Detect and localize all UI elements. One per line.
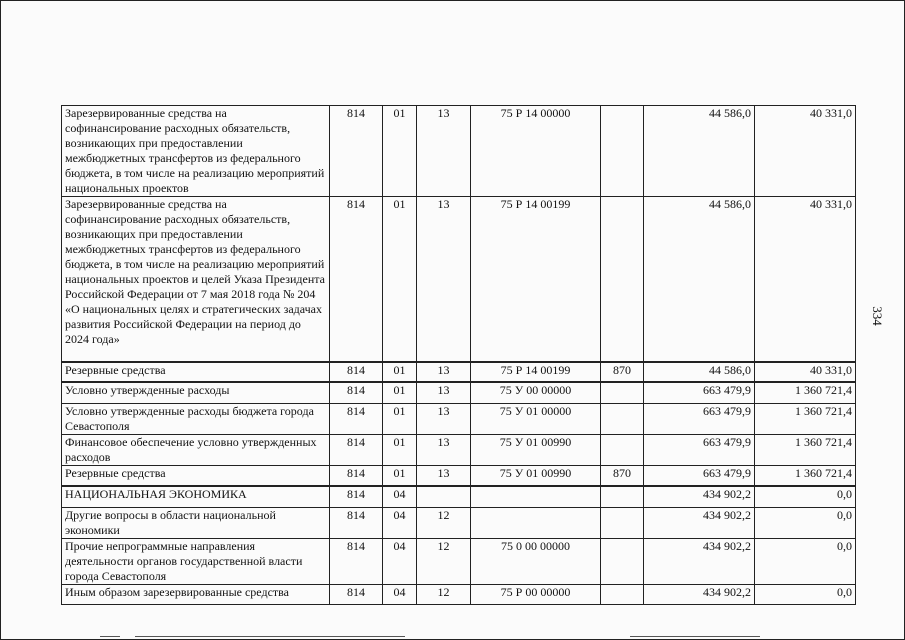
table-row [62, 435, 856, 466]
table-row [62, 197, 856, 362]
amount-year2-cell: 0,0 [755, 539, 856, 585]
subsection-code-cell: 13 [417, 382, 471, 404]
table-row [62, 382, 856, 404]
amount-year1-cell: 44 586,0 [644, 106, 755, 197]
subsection-code-cell: 13 [417, 106, 471, 197]
amount-year2-cell: 0,0 [755, 585, 856, 605]
amount-year2-cell: 0,0 [755, 486, 856, 508]
ved-code-cell: 814 [330, 435, 383, 466]
ved-code-cell: 814 [330, 585, 383, 605]
target-article-cell: 75 Р 14 00000 [471, 106, 601, 197]
section-code-cell: 01 [383, 106, 417, 197]
amount-year2-cell: 40 331,0 [755, 197, 856, 362]
amount-year2-cell: 0,0 [755, 508, 856, 539]
amount-year2-cell: 1 360 721,4 [755, 404, 856, 435]
amount-year2-cell: 1 360 721,4 [755, 466, 856, 486]
amount-year1-cell: 44 586,0 [644, 362, 755, 382]
subsection-code-cell: 13 [417, 362, 471, 382]
amount-year1-cell: 434 902,2 [644, 508, 755, 539]
target-article-cell [471, 508, 601, 539]
section-code-cell: 01 [383, 197, 417, 362]
section-code-cell: 04 [383, 508, 417, 539]
subsection-code-cell: 12 [417, 585, 471, 605]
ved-code-cell: 814 [330, 197, 383, 362]
section-code-cell: 01 [383, 382, 417, 404]
table-row [62, 539, 856, 585]
amount-year1-cell: 663 479,9 [644, 435, 755, 466]
expense-type-cell [601, 382, 644, 404]
budget-table [61, 105, 856, 605]
target-article-cell: 75 0 00 00000 [471, 539, 601, 585]
section-code-cell: 01 [383, 466, 417, 486]
row-name-cell: НАЦИОНАЛЬНАЯ ЭКОНОМИКА [62, 486, 330, 508]
expense-type-cell [601, 404, 644, 435]
target-article-cell: 75 У 00 00000 [471, 382, 601, 404]
amount-year1-cell: 434 902,2 [644, 486, 755, 508]
subsection-code-cell: 13 [417, 404, 471, 435]
ved-code-cell: 814 [330, 466, 383, 486]
row-name-cell: Другие вопросы в области национальной экономики [62, 508, 330, 539]
subsection-code-cell: 13 [417, 466, 471, 486]
subsection-code-cell [417, 486, 471, 508]
amount-year1-cell: 434 902,2 [644, 539, 755, 585]
section-code-cell: 04 [383, 539, 417, 585]
target-article-cell [471, 486, 601, 508]
expense-type-cell: 870 [601, 466, 644, 486]
target-article-cell: 75 У 01 00000 [471, 404, 601, 435]
ved-code-cell: 814 [330, 362, 383, 382]
subsection-code-cell: 13 [417, 197, 471, 362]
amount-year2-cell: 1 360 721,4 [755, 382, 856, 404]
row-name-cell: Резервные средства [62, 362, 330, 382]
target-article-cell: 75 У 01 00990 [471, 435, 601, 466]
expense-type-cell [601, 486, 644, 508]
section-code-cell: 01 [383, 362, 417, 382]
amount-year1-cell: 44 586,0 [644, 197, 755, 362]
expense-type-cell [601, 435, 644, 466]
amount-year2-cell: 40 331,0 [755, 362, 856, 382]
amount-year1-cell: 434 902,2 [644, 585, 755, 605]
expense-type-cell [601, 106, 644, 197]
page-number: 334 [870, 306, 885, 326]
table-row [62, 404, 856, 435]
target-article-cell: 75 Р 14 00199 [471, 362, 601, 382]
row-name-cell: Прочие непрограммные направления деятельности органов государственной власти города Севастополя [62, 539, 330, 585]
row-name-cell: Резервные средства [62, 466, 330, 486]
table-row [62, 508, 856, 539]
row-name-cell: Условно утвержденные расходы бюджета города Севастополя [62, 404, 330, 435]
amount-year2-cell: 1 360 721,4 [755, 435, 856, 466]
scan-mark [100, 636, 120, 637]
row-name-cell: Зарезервированные средства на софинансирование расходных обязательств, возникающих при предоставлении межбюджетных трансфертов из федерального бюджета, в том числе на реализацию мероприятий национальных проектов [62, 106, 330, 197]
expense-type-cell [601, 197, 644, 362]
ved-code-cell: 814 [330, 106, 383, 197]
ved-code-cell: 814 [330, 382, 383, 404]
expense-type-cell [601, 539, 644, 585]
table-row [62, 466, 856, 486]
section-code-cell: 01 [383, 404, 417, 435]
expense-type-cell: 870 [601, 362, 644, 382]
table-row [62, 362, 856, 382]
row-name-cell: Финансовое обеспечение условно утвержденных расходов [62, 435, 330, 466]
expense-type-cell [601, 508, 644, 539]
amount-year1-cell: 663 479,9 [644, 382, 755, 404]
amount-year2-cell: 40 331,0 [755, 106, 856, 197]
table-row [62, 585, 856, 605]
amount-year1-cell: 663 479,9 [644, 466, 755, 486]
scan-mark [135, 636, 405, 637]
subsection-code-cell: 12 [417, 508, 471, 539]
section-code-cell: 04 [383, 486, 417, 508]
row-name-cell: Условно утвержденные расходы [62, 382, 330, 404]
section-code-cell: 04 [383, 585, 417, 605]
scan-mark [630, 636, 760, 637]
expense-type-cell [601, 585, 644, 605]
ved-code-cell: 814 [330, 508, 383, 539]
ved-code-cell: 814 [330, 404, 383, 435]
row-name-cell: Иным образом зарезервированные средства [62, 585, 330, 605]
subsection-code-cell: 13 [417, 435, 471, 466]
target-article-cell: 75 Р 00 00000 [471, 585, 601, 605]
section-code-cell: 01 [383, 435, 417, 466]
target-article-cell: 75 Р 14 00199 [471, 197, 601, 362]
target-article-cell: 75 У 01 00990 [471, 466, 601, 486]
ved-code-cell: 814 [330, 486, 383, 508]
subsection-code-cell: 12 [417, 539, 471, 585]
row-name-cell: Зарезервированные средства на софинансирование расходных обязательств, возникающих при предоставлении межбюджетных трансфертов из федерального бюджета, в том числе на реализацию мероприятий национальных проектов и целей Указа Президента Российской Федерации от 7 мая 2018 года № 204 «О национальных целях и стратегических задачах развития Российской Федерации на период до 2024 года» [62, 197, 330, 362]
ved-code-cell: 814 [330, 539, 383, 585]
table-row [62, 106, 856, 197]
table-row [62, 486, 856, 508]
amount-year1-cell: 663 479,9 [644, 404, 755, 435]
